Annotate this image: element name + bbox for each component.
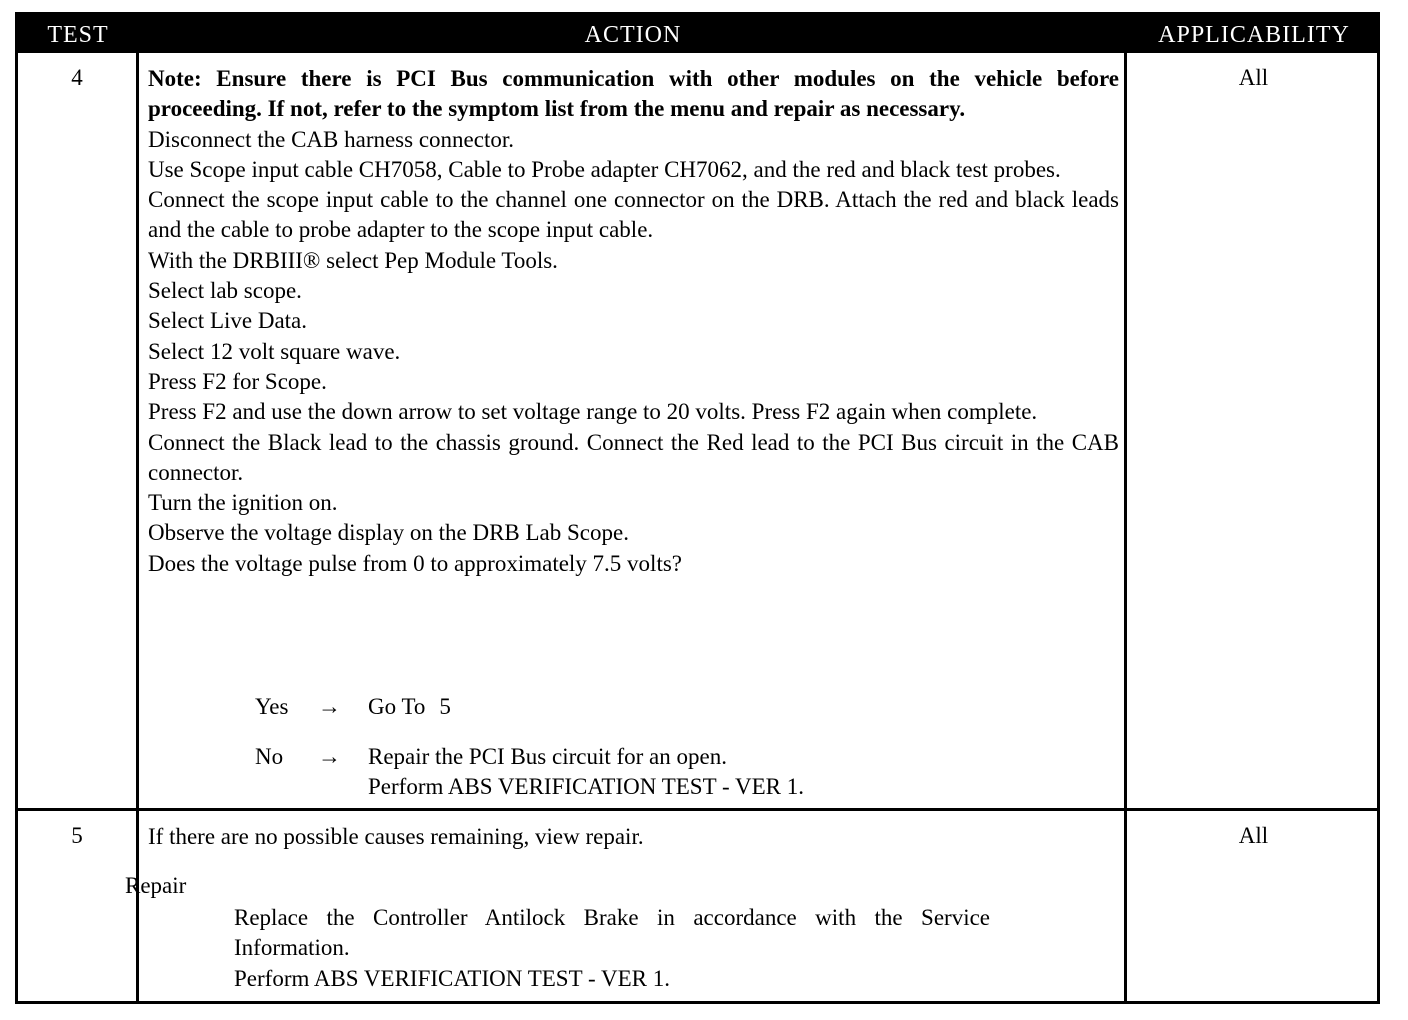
step-text: With the DRBIII® select Pep Module Tools. (148, 247, 558, 273)
repair-line: Replace the Controller Antilock Brake in accordance with the Service Information. (234, 905, 990, 961)
no-action (368, 742, 804, 803)
repair-label: Repair (125, 873, 187, 898)
applicability-value: All (1238, 823, 1269, 848)
note-text: Note: Ensure there is PCI Bus communication with other modules on the vehicle before proceeding. If not, refer to the symptom list from the menu and repair as necessary. (148, 66, 1119, 122)
header-applicability: APPLICABILITY (1158, 22, 1350, 48)
column-divider (136, 53, 139, 1001)
row-divider (18, 808, 1377, 811)
repair-instructions (234, 903, 990, 994)
goto-test-number: 5 (439, 694, 451, 719)
step-text: Use Scope input cable CH7058, Cable to Probe adapter CH7062, and the red and black test probes. (148, 156, 1061, 182)
step-text: Disconnect the CAB harness connector. (148, 126, 514, 152)
applicability-value: All (1238, 65, 1269, 90)
no-label: No (255, 744, 284, 769)
no-result (148, 742, 1119, 804)
table-header (18, 15, 1377, 53)
right-arrow-icon: → (318, 744, 341, 769)
step-text: Select Live Data. (148, 308, 308, 334)
step-text: Press F2 and use the down arrow to set voltage range to 20 volts. Press F2 again when complete. (148, 399, 1038, 425)
test-number: 5 (71, 823, 83, 848)
repair-line: Perform ABS VERIFICATION TEST - VER 1. (234, 965, 670, 991)
test-4-action (148, 64, 1119, 579)
step-text: Select 12 volt square wave. (148, 338, 401, 364)
intro-text: If there are no possible causes remaining, view repair. (148, 824, 644, 849)
no-action-line: Repair the PCI Bus circuit for an open. (368, 744, 727, 769)
right-arrow-icon: → (318, 694, 341, 719)
test-number: 4 (71, 65, 83, 90)
goto-label: Go To (368, 694, 426, 719)
goto-destination (368, 692, 451, 722)
yes-result (148, 692, 1119, 724)
yes-label: Yes (255, 694, 289, 719)
no-action-line: Perform ABS VERIFICATION TEST - VER 1. (368, 774, 804, 800)
header-action: ACTION (584, 22, 682, 48)
step-text: Press F2 for Scope. (148, 368, 327, 394)
test-5-action (148, 822, 1119, 852)
header-test: TEST (47, 22, 109, 48)
diagnostic-table (15, 12, 1380, 1004)
step-text: Turn the ignition on. (148, 490, 338, 516)
step-text: Observe the voltage display on the DRB Lab Scope. (148, 520, 629, 546)
step-text: Select lab scope. (148, 278, 302, 304)
question-text: Does the voltage pulse from 0 to approximately 7.5 volts? (148, 550, 682, 576)
step-text: Connect the scope input cable to the channel one connector on the DRB. Attach the red and black leads and the cable to probe adapter to the scope input cable. (148, 187, 1119, 243)
column-divider (1124, 53, 1127, 1001)
step-text: Connect the Black lead to the chassis ground. Connect the Red lead to the PCI Bus circuit in the CAB connector. (148, 429, 1119, 485)
